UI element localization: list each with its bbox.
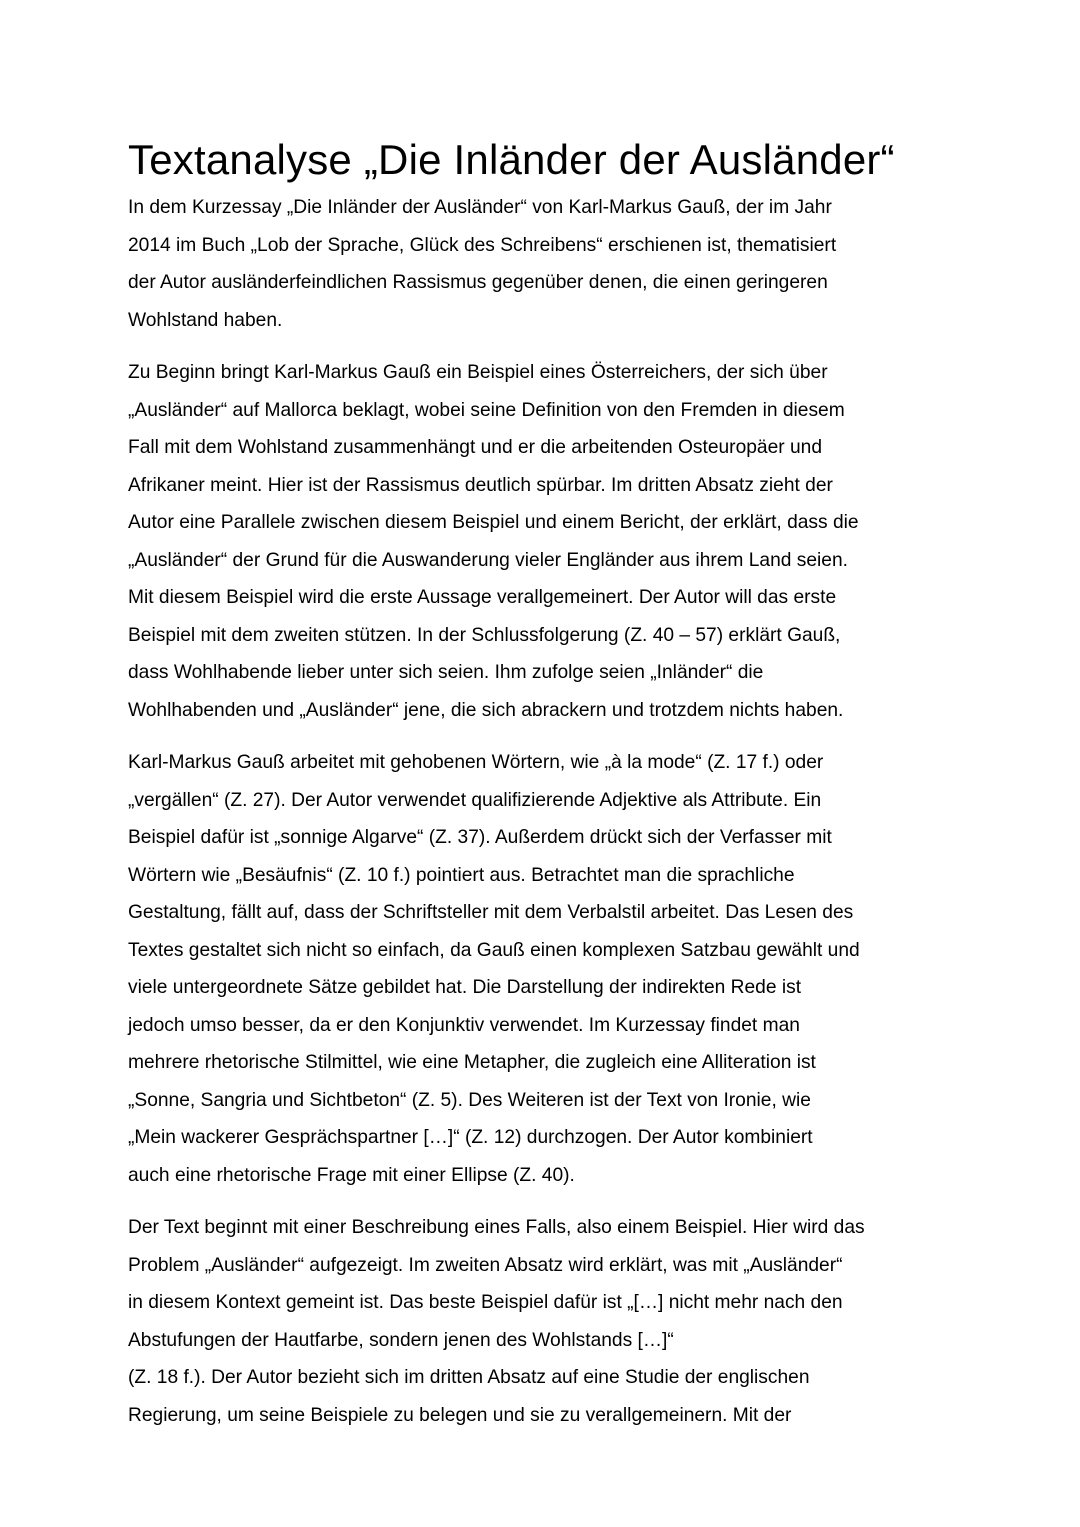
text-line: Wohlstand haben.	[128, 309, 283, 331]
text-line: Beispiel mit dem zweiten stützen. In der Schlussfolgerung (Z. 40 – 57) erklärt Gauß,	[128, 624, 841, 646]
paragraph-content	[128, 354, 958, 729]
text-line: (Z. 18 f.). Der Autor bezieht sich im dritten Absatz auf eine Studie der englischen	[128, 1367, 810, 1388]
text-line: der Autor ausländerfeindlichen Rassismus gegenüber denen, die einen geringeren	[128, 272, 828, 293]
text-line: 2014 im Buch „Lob der Sprache, Glück des Schreibens“ erschienen ist, thematisiert	[128, 234, 837, 256]
text-line: Der Text beginnt mit einer Beschreibung eines Falls, also einem Beispiel. Hier wird das	[128, 1217, 865, 1238]
text-line: „Mein wackerer Gesprächspartner […]“ (Z. 12) durchzogen. Der Autor kombiniert	[128, 1127, 813, 1148]
text-line: Mit diesem Beispiel wird die erste Aussage verallgemeinert. Der Autor will das erste	[128, 587, 837, 608]
text-line: Beispiel dafür ist „sonnige Algarve“ (Z. 37). Außerdem drückt sich der Verfasser mit	[128, 827, 832, 848]
text-line: Wörtern wie „Besäufnis“ (Z. 10 f.) pointiert aus. Betrachtet man die sprachliche	[128, 864, 795, 886]
paragraph-structure	[128, 1209, 958, 1434]
document-page	[128, 135, 958, 1449]
text-line: „Ausländer“ auf Mallorca beklagt, wobei seine Definition von den Fremden in diesem	[128, 399, 845, 421]
text-line: jedoch umso besser, da er den Konjunktiv verwendet. Im Kurzessay findet man	[128, 1014, 800, 1036]
text-line: Karl-Markus Gauß arbeitet mit gehobenen Wörtern, wie „à la mode“ (Z. 17 f.) oder	[128, 752, 824, 773]
text-line: „vergällen“ (Z. 27). Der Autor verwendet qualifizierende Adjektive als Attribute. Ein	[128, 789, 822, 811]
text-line: dass Wohlhabende lieber unter sich seien. Ihm zufolge seien „Inländer“ die	[128, 662, 764, 683]
text-line: In dem Kurzessay „Die Inländer der Ausländer“ von Karl-Markus Gauß, der im Jahr	[128, 197, 832, 218]
text-line: Textes gestaltet sich nicht so einfach, da Gauß einen komplexen Satzbau gewählt und	[128, 939, 860, 961]
text-line: Gestaltung, fällt auf, dass der Schriftsteller mit dem Verbalstil arbeitet. Das Lesen des	[128, 902, 854, 923]
text-line: Abstufungen der Hautfarbe, sondern jenen des Wohlstands […]“	[128, 1329, 674, 1351]
document-title: Textanalyse „Die Inländer der Ausländer“	[128, 136, 895, 183]
paragraph-language	[128, 744, 958, 1194]
text-line: Regierung, um seine Beispiele zu belegen und sie zu verallgemeinern. Mit der	[128, 1404, 792, 1426]
text-line: mehrere rhetorische Stilmittel, wie eine Metapher, die zugleich eine Alliteration ist	[128, 1052, 816, 1073]
text-line: Afrikaner meint. Hier ist der Rassismus deutlich spürbar. Im dritten Absatz zieht der	[128, 474, 833, 496]
text-line: auch eine rhetorische Frage mit einer Ellipse (Z. 40).	[128, 1164, 575, 1186]
paragraph-intro	[128, 189, 958, 339]
text-line: „Sonne, Sangria und Sichtbeton“ (Z. 5). Des Weiteren ist der Text von Ironie, wie	[128, 1089, 811, 1111]
text-line: in diesem Kontext gemeint ist. Das beste Beispiel dafür ist „[…] nicht mehr nach den	[128, 1292, 843, 1313]
text-line: Fall mit dem Wohlstand zusammenhängt und er die arbeitenden Osteuropäer und	[128, 437, 822, 458]
text-line: Zu Beginn bringt Karl-Markus Gauß ein Beispiel eines Österreichers, der sich über	[128, 362, 828, 383]
text-line: Wohlhabenden und „Ausländer“ jene, die sich abrackern und trotzdem nichts haben.	[128, 699, 844, 721]
text-line: Autor eine Parallele zwischen diesem Beispiel und einem Bericht, der erklärt, dass die	[128, 512, 859, 533]
text-line: „Ausländer“ der Grund für die Auswanderung vieler Engländer aus ihrem Land seien.	[128, 549, 848, 571]
text-line: Problem „Ausländer“ aufgezeigt. Im zweiten Absatz wird erklärt, was mit „Ausländer“	[128, 1254, 843, 1276]
text-line: viele untergeordnete Sätze gebildet hat. Die Darstellung der indirekten Rede ist	[128, 977, 802, 998]
